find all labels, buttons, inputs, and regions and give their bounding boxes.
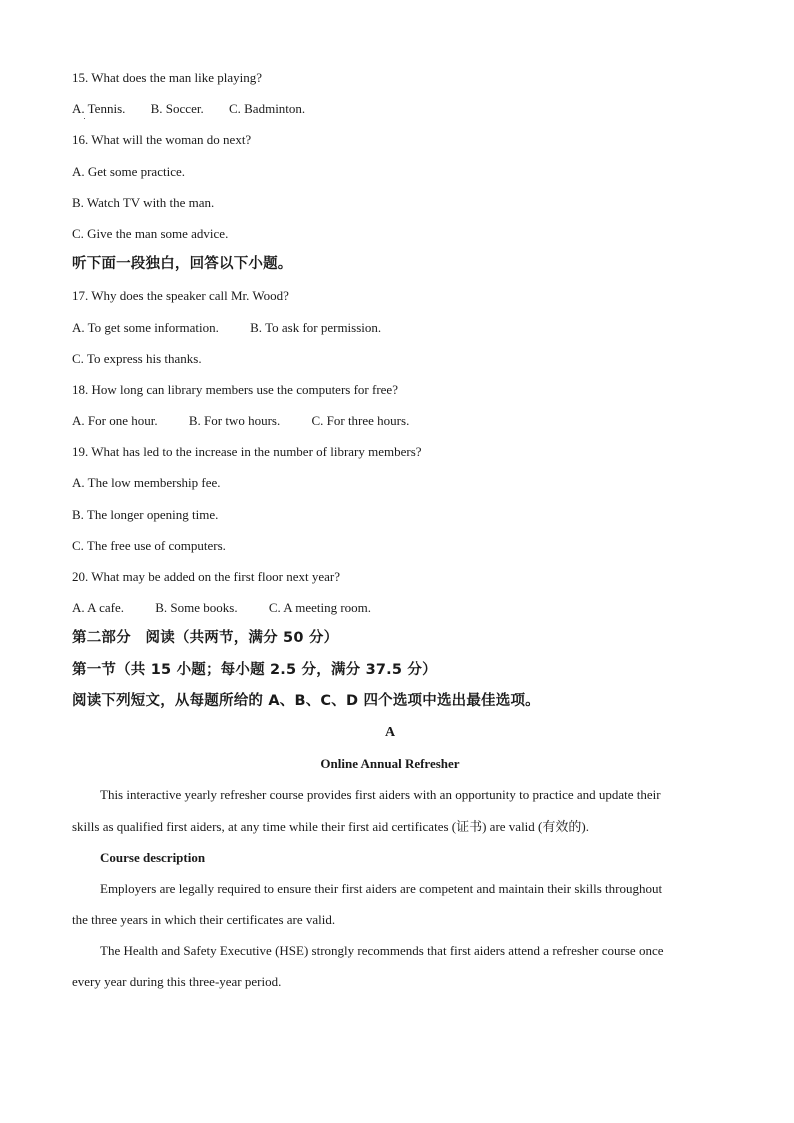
question-18-options [72,405,708,436]
reading-instruction: 阅读下列短文，从每题所给的 A、B、C、D 四个选项中选出最佳选项。 [72,692,540,709]
document-page [72,62,708,998]
question-16-stem: 16. What will the woman do next? [72,132,252,148]
option-b: B. For two hours. [188,413,281,429]
question-20-options [72,592,708,623]
reading-part-title: 第二部分 阅读（共两节，满分 50 分） [72,630,339,647]
paragraph-1-line-1: This interactive yearly refresher course provides first aiders with an opportunity to practice and update their [100,787,661,803]
question-15-stem: 15. What does the man like playing? [72,70,263,85]
option-c: C. For three hours. [311,413,410,429]
option-a: A. A cafe. [72,600,124,616]
paragraph-2-line-2: the three years in which their certificates are valid. [72,912,336,928]
option-a: A. For one hour. [72,413,158,429]
question-17-option-c: C. To express his thanks. [72,350,202,366]
paragraph-1 [72,779,708,841]
question-19-option-c: C. The free use of computers. [72,537,226,553]
question-15-options [72,93,708,124]
question-16-option-b: B. Watch TV with the man. [72,194,215,210]
option-a: A. To get some information. [72,319,219,335]
passage-title: Online Annual Refresher [320,756,460,772]
paragraph-3-line-1: The Health and Safety Executive (HSE) strongly recommends that first aiders attend a refresher course once [100,943,664,959]
stray-dot-mark [84,118,85,119]
monologue-instruction: 听下面一段独白，回答以下小题。 [72,256,293,273]
reading-section-title: 第一节（共 15 小题；每小题 2.5 分，满分 37.5 分） [72,661,437,678]
question-17-options-ab [72,312,708,343]
option-a: A. Tennis. [72,101,126,117]
paragraph-2 [72,873,708,935]
option-b: B. To ask for permission. [250,319,382,335]
question-16-option-c: C. Give the man some advice. [72,225,229,241]
option-b: B. Some books. [155,600,238,616]
passage-letter: A [384,724,396,740]
question-18-stem: 18. How long can library members use the computers for free? [72,381,398,397]
question-20-stem: 20. What may be added on the first floor next year? [72,569,340,584]
question-19-option-b: B. The longer opening time. [72,506,219,522]
paragraph-3 [72,935,708,997]
option-c: C. A meeting room. [268,600,372,616]
question-19-stem: 19. What has led to the increase in the number of library members? [72,444,422,460]
option-b: B. Soccer. [150,101,204,117]
course-description-heading: Course description [100,849,206,865]
question-19-option-a: A. The low membership fee. [72,475,221,491]
paragraph-1-line-2: skills as qualified first aiders, at any time while their first aid certificates (证书) are valid (有效的). [72,818,589,834]
question-16-option-a: A. Get some practice. [72,163,185,179]
paragraph-2-line-1: Employers are legally required to ensure their first aiders are competent and maintain their skills throughout [100,880,663,896]
question-17-stem: 17. Why does the speaker call Mr. Wood? [72,288,289,304]
option-c: C. Badminton. [228,101,306,117]
paragraph-3-line-2: every year during this three-year period. [72,974,282,990]
